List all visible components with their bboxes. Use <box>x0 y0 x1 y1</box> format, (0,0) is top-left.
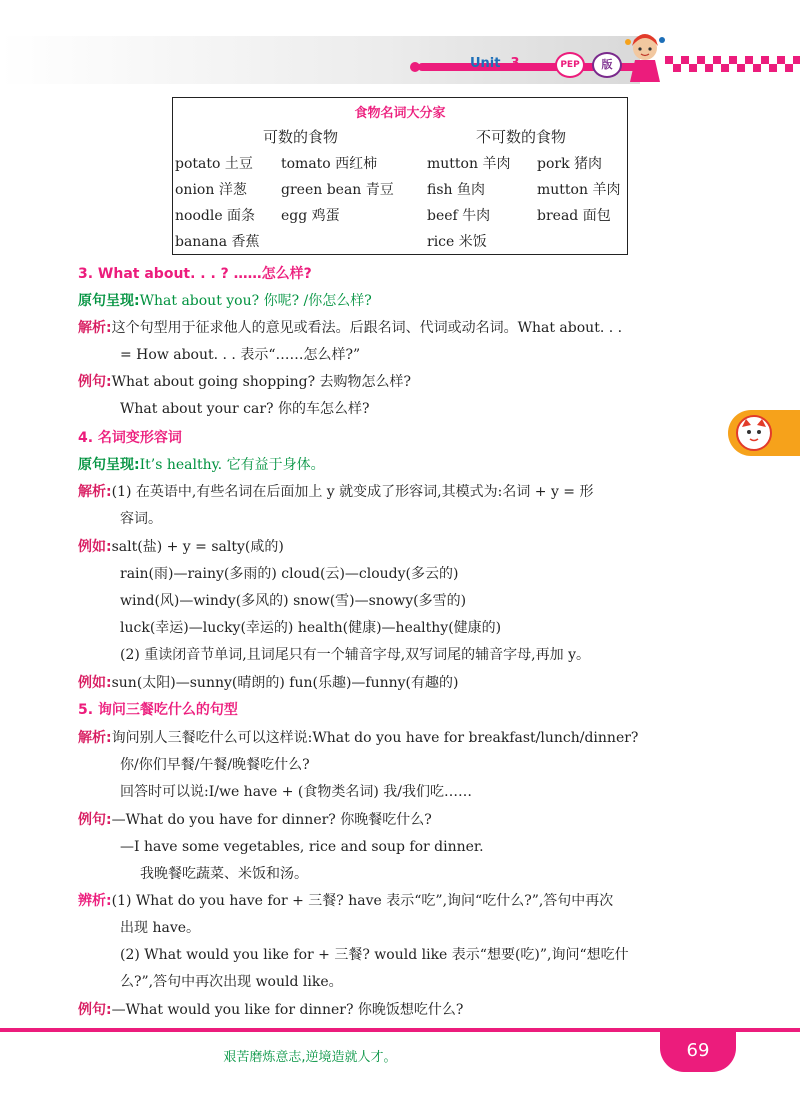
section-3-original <box>78 291 372 311</box>
mascot-girl-icon <box>620 30 670 85</box>
table-cell: pork 猪肉 <box>537 156 603 172</box>
table-cell: tomato 西红柿 <box>281 156 378 172</box>
table-cell: noodle 面条 <box>175 208 256 224</box>
analysis-text-cont: = How about. . . 表示“……怎么样?” <box>120 347 361 363</box>
distinguish-text: (1) What do you have for + 三餐? have 表示“吃”,询问“吃什么?”,答句中再次 <box>111 893 614 909</box>
original-text: It’s healthy. 它有益于身体。 <box>139 457 325 473</box>
table-cell: beef 牛肉 <box>427 208 491 224</box>
table-cell: mutton 羊肉 <box>537 182 621 198</box>
distinguish-label: 辨析: <box>78 893 112 909</box>
table-cell: egg 鸡蛋 <box>281 208 340 224</box>
unit-text: Unit <box>470 56 501 71</box>
example-text: sun(太阳)—sunny(晴朗的) fun(乐趣)—funny(有趣的) <box>111 675 459 691</box>
rule-2-text: (2) 重读闭音节单词,且词尾只有一个辅音字母,双写词尾的辅音字母,再加 y。 <box>120 647 590 663</box>
distinguish-text-cont: (2) What would you like for + 三餐? would like 表示“想要(吃)”,询问“想吃什 <box>120 947 629 963</box>
table-cell: rice 米饭 <box>427 234 487 250</box>
section-5-analysis <box>78 728 638 748</box>
table-cell: fish 鱼肉 <box>427 182 485 198</box>
section-3-analysis <box>78 318 622 338</box>
example-text-cont: What about your car? 你的车怎么样? <box>120 401 370 417</box>
header-bar <box>0 36 640 84</box>
example-text: What about going shopping? 去购物怎么样? <box>111 374 412 390</box>
checker-pattern <box>665 56 800 76</box>
page-number: 69 <box>686 1040 710 1061</box>
analysis-label: 解析: <box>78 320 112 336</box>
section-4-example <box>78 537 284 557</box>
page-header <box>0 0 800 95</box>
section-5-distinguish <box>78 891 613 911</box>
countable-header: 可数的食物 <box>263 128 339 146</box>
example-label: 例如: <box>78 675 112 691</box>
analysis-text: 这个句型用于征求他人的意见或看法。后跟名词、代词或动名词。What about. . . <box>111 320 623 336</box>
uncountable-header: 不可数的食物 <box>476 128 567 146</box>
mascot-face-svg-icon <box>738 417 770 449</box>
table-cell: mutton 羊肉 <box>427 156 511 172</box>
table-title: 食物名词大分家 <box>354 106 446 121</box>
analysis-text-cont: 你/你们早餐/午餐/晚餐吃什么? <box>120 757 310 773</box>
table-cell: banana 香蕉 <box>175 234 260 250</box>
table-cell: green bean 青豆 <box>281 182 394 198</box>
section-3-title: 3. What about. . . ? ……怎么样? <box>78 266 312 282</box>
section-4-title: 4. 名词变形容词 <box>78 430 182 446</box>
footer-motto: 艰苦磨炼意志,逆境造就人才。 <box>223 1050 397 1065</box>
mascot-face-icon <box>736 415 772 451</box>
example-text-cont: luck(幸运)—lucky(幸运的) health(健康)—healthy(健康的) <box>120 620 502 636</box>
section-5-title: 5. 询问三餐吃什么的句型 <box>78 702 238 718</box>
section-5-example-2 <box>78 1000 463 1020</box>
original-label: 原句呈现: <box>78 457 140 473</box>
analysis-text-cont: 回答时可以说:I/we have + (食物类名词) 我/我们吃…… <box>120 784 472 800</box>
pep-badge: PEP <box>555 52 585 78</box>
analysis-text: (1) 在英语中,有些名词在后面加上 y 就变成了形容词,其模式为:名词 + y = 形 <box>111 484 594 500</box>
example-text: salt(盐) + y = salty(咸的) <box>111 539 284 555</box>
table-cell: bread 面包 <box>537 208 611 224</box>
example-text-cont: rain(雨)—rainy(多雨的) cloud(云)—cloudy(多云的) <box>120 566 459 582</box>
section-5-example <box>78 810 432 830</box>
example-label: 例句: <box>78 1002 112 1018</box>
distinguish-text-cont: 出现 have。 <box>120 920 201 936</box>
example-text-cont: 我晚餐吃蔬菜、米饭和汤。 <box>140 866 308 882</box>
original-text: What about you? 你呢? /你怎么样? <box>139 293 372 309</box>
analysis-text-cont: 容词。 <box>120 511 162 527</box>
distinguish-text-cont: 么?”,答句中再次出现 would like。 <box>120 974 343 990</box>
example-text-cont: wind(风)—windy(多风的) snow(雪)—snowy(多雪的) <box>120 593 467 609</box>
edition-badge: 版 <box>592 52 622 78</box>
section-4-original <box>78 455 325 475</box>
example-label: 例如: <box>78 539 112 555</box>
example-text-cont: —I have some vegetables, rice and soup for dinner. <box>120 839 484 855</box>
section-3-example <box>78 372 411 392</box>
page-number-tab <box>660 1032 736 1072</box>
example-text: —What would you like for dinner? 你晚饭想吃什么? <box>111 1002 464 1018</box>
unit-number: 3 <box>510 56 520 71</box>
analysis-label: 解析: <box>78 484 112 500</box>
original-label: 原句呈现: <box>78 293 140 309</box>
example-label: 例句: <box>78 812 112 828</box>
table-cell: onion 洋葱 <box>175 182 247 198</box>
food-noun-table <box>172 97 628 255</box>
section-4-analysis <box>78 482 594 502</box>
unit-label <box>470 56 520 71</box>
analysis-text: 询问别人三餐吃什么可以这样说:What do you have for breakfast/lunch/dinner? <box>111 730 639 746</box>
section-4-example-2 <box>78 673 458 693</box>
table-cell: potato 土豆 <box>175 156 253 172</box>
example-label: 例句: <box>78 374 112 390</box>
side-tab <box>728 410 800 456</box>
example-text: —What do you have for dinner? 你晚餐吃什么? <box>111 812 432 828</box>
analysis-label: 解析: <box>78 730 112 746</box>
